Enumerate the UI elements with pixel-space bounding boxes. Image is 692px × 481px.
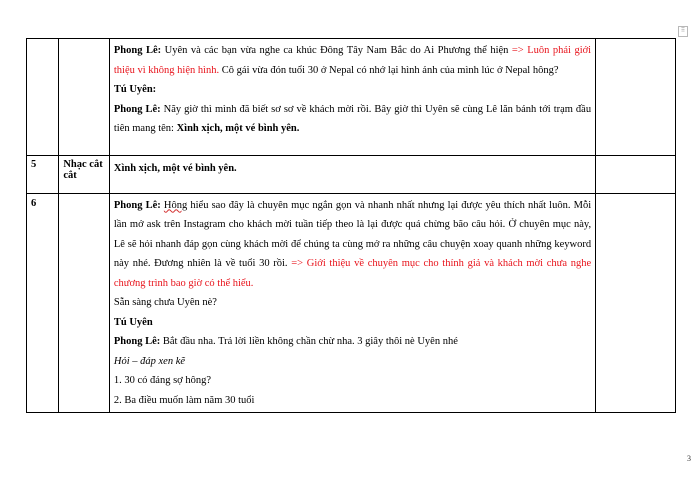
dialogue-text: Cô gái vừa đón tuổi 30 ở Nepal có nhớ lại hình ảnh của mình lúc ở Nepal hông?: [219, 64, 559, 76]
dialogue-line: [114, 352, 591, 372]
dialogue-line: [114, 196, 591, 294]
table-move-handle[interactable]: ⠿: [678, 26, 688, 37]
format-note: Hỏi – đáp xen kẽ: [113, 355, 186, 367]
content-cell: [109, 39, 595, 156]
row-number-cell: 6: [27, 193, 59, 413]
content-cell: [109, 193, 595, 413]
speaker-label: Phong Lê:: [113, 103, 161, 115]
content-cell: [109, 155, 595, 193]
segment-cell: [59, 193, 110, 413]
speaker-label: Phong Lê:: [113, 45, 162, 56]
table-row: [27, 155, 676, 193]
notes-cell: [596, 193, 676, 413]
notes-cell: [596, 155, 676, 193]
page-number: 3: [687, 454, 691, 463]
notes-cell: [596, 39, 676, 156]
spelling-flag: Hông: [163, 199, 188, 211]
row-number-cell: 5: [27, 155, 59, 193]
script-table: [26, 38, 676, 413]
dialogue-line: [114, 80, 591, 100]
speaker-label: Tú Uyên:: [113, 84, 157, 95]
row-number-cell: [27, 39, 59, 156]
segment-cell: [59, 39, 110, 156]
speaker-label: Tú Uyên: [113, 316, 153, 328]
dialogue-line: [114, 41, 591, 80]
dialogue-line: [114, 313, 591, 333]
dialogue-line: [114, 332, 591, 352]
dialogue-text: Nãy giờ thì mình đã biết sơ sơ về khách mời rồi. Bây giờ thì Uyên sẽ cùng Lê lăn bánh tới trạm đầu tiên mang tên:: [113, 103, 592, 134]
table-row: [27, 39, 676, 156]
dialogue-line: Sẵn sàng chưa Uyên nè?: [113, 297, 217, 308]
table-row: [27, 193, 676, 413]
dialogue-text: Uyên và các bạn vừa nghe ca khúc Đông Tây Nam Bắc do Ai Phương thể hiện: [161, 45, 512, 56]
speaker-label: Phong Lê:: [113, 199, 161, 211]
segment-cell: Nhạc cắt cắt: [59, 155, 110, 193]
question-item: 1. 30 có đáng sợ hông?: [113, 375, 211, 386]
segment-title: Xình xịch, một vé bình yên.: [113, 162, 237, 174]
segment-name-emphasis: Xình xịch, một vé bình yên.: [176, 123, 300, 134]
production-note: => Luôn phải giới thiệu vì không hiện hình.: [113, 45, 592, 76]
dialogue-text: Bắt đầu nha. Trả lời liền không chần chừ nha. 3 giây thôi nè Uyên nhé: [160, 336, 458, 347]
dialogue-text: hiểu sao đây là chuyên mục ngắn gọn và nhanh nhất nhưng lại được yêu thích nhất luôn. Mỗi lần mở ask trên Instagram cho khách mời tuần tiếp theo là lại được quá chừng bão câu hỏi. Ở chuyên mục này, Lê sẽ hỏi nhanh đáp gọn cùng khách mời để chúng ta cùng mở ra những câu chuyện xoay quanh những keyword này nhé. Đương nhiên là về tuổi 30 rồi.: [113, 199, 592, 269]
speaker-label: Phong Lê:: [113, 336, 161, 347]
dialogue-line: [114, 100, 591, 139]
question-item: 2. Ba điều muốn làm năm 30 tuổi: [113, 394, 255, 406]
production-note: => Giới thiệu về chuyên mục cho thính giả và khách mời chưa nghe chương trình bao giờ có thể hiểu.: [113, 258, 592, 289]
